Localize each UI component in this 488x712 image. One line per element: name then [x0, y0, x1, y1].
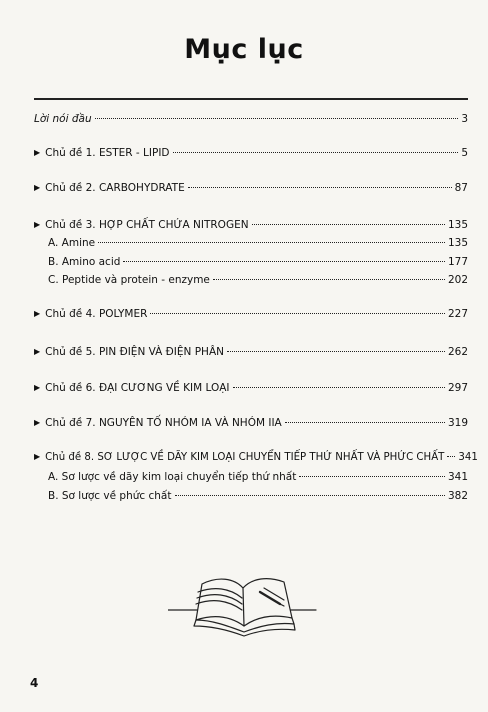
toc-entry-label: Chủ đề 8. SƠ LƯỢC VỀ DÃY KIM LOẠI CHUYỂN TIẾP THỨ NHẤT VÀ PHỨC CHẤT	[45, 452, 445, 463]
toc-entry-page: 135	[447, 237, 468, 249]
toc-entry-page: 87	[454, 182, 468, 194]
toc-entry-page: 262	[447, 346, 468, 358]
open-book-icon	[168, 570, 318, 640]
toc-entry-page: 382	[447, 490, 468, 502]
toc-entry-label: B. Sơ lược về phức chất	[48, 490, 172, 502]
toc-entry-topic-5[interactable]	[34, 345, 468, 360]
dot-leader	[123, 261, 445, 262]
toc-entry-page: 5	[461, 147, 468, 159]
toc-entry-page: 341	[447, 471, 468, 483]
toc-entry-label: Lời nói đầu	[34, 113, 92, 125]
dot-leader	[233, 387, 445, 388]
triangle-bullet-icon: ▶	[34, 220, 41, 229]
page-title: Mục lục	[184, 34, 304, 65]
triangle-bullet-icon: ▶	[34, 347, 41, 356]
triangle-bullet-icon: ▶	[34, 309, 41, 318]
toc-entry-label: A. Amine	[48, 237, 96, 249]
toc-entry-label: Chủ đề 2. CARBOHYDRATE	[45, 182, 185, 194]
toc-subentry-8a[interactable]	[34, 470, 468, 484]
toc-entry-label: B. Amino acid	[48, 256, 121, 268]
toc-entry-topic-7[interactable]	[34, 416, 468, 431]
toc-entry-label: A. Sơ lược về dãy kim loại chuyển tiếp thứ nhất	[48, 471, 297, 483]
triangle-bullet-icon: ▶	[34, 183, 41, 192]
toc-entry-label: Chủ đề 7. NGUYÊN TỐ NHÓM IA VÀ NHÓM IIA	[45, 417, 282, 429]
toc-entry-page: 341	[458, 452, 478, 463]
toc-entry-page: 297	[447, 382, 468, 394]
toc-entry-label: Chủ đề 3. HỢP CHẤT CHỨA NITROGEN	[45, 219, 249, 231]
triangle-bullet-icon: ▶	[34, 383, 41, 392]
toc-entry-topic-8[interactable]	[34, 451, 478, 465]
toc-entry-topic-1[interactable]	[34, 146, 468, 161]
toc-entry-topic-2[interactable]	[34, 181, 468, 196]
dot-leader	[285, 422, 445, 423]
toc-entry-topic-4[interactable]	[34, 307, 468, 322]
dot-leader	[173, 152, 459, 153]
triangle-bullet-icon: ▶	[34, 452, 41, 461]
toc-entry-page: 319	[447, 417, 468, 429]
toc-subentry-3b[interactable]	[34, 255, 468, 269]
dot-leader	[213, 279, 445, 280]
toc-entry-label: Chủ đề 4. POLYMER	[45, 308, 148, 320]
toc-entry-label: Chủ đề 6. ĐẠI CƯƠNG VỀ KIM LOẠI	[45, 382, 230, 394]
toc-entry-intro[interactable]	[34, 112, 468, 126]
dot-leader	[252, 224, 445, 225]
toc-entry-page: 227	[447, 308, 468, 320]
dot-leader	[188, 187, 452, 188]
dot-leader	[150, 313, 445, 314]
toc-entry-topic-6[interactable]	[34, 381, 468, 396]
toc-entry-page: 3	[461, 113, 468, 125]
toc-entry-page: 177	[447, 256, 468, 268]
toc-entry-label: Chủ đề 1. ESTER - LIPID	[45, 147, 170, 159]
triangle-bullet-icon: ▶	[34, 418, 41, 427]
toc-subentry-3c[interactable]	[34, 273, 468, 287]
triangle-bullet-icon: ▶	[34, 148, 41, 157]
dot-leader	[227, 351, 445, 352]
dot-leader	[447, 456, 455, 457]
page-number: 4	[30, 676, 39, 690]
toc-subentry-8b[interactable]	[34, 489, 468, 503]
toc-entry-topic-3[interactable]	[34, 218, 468, 233]
title-divider	[34, 98, 468, 100]
dot-leader	[95, 118, 459, 119]
toc-entry-page: 202	[447, 274, 468, 286]
toc-entry-page: 135	[447, 219, 468, 231]
toc-subentry-3a[interactable]	[34, 236, 468, 250]
toc-entry-label: Chủ đề 5. PIN ĐIỆN VÀ ĐIỆN PHÂN	[45, 346, 224, 358]
toc-entry-label: C. Peptide và protein - enzyme	[48, 274, 210, 286]
dot-leader	[175, 495, 445, 496]
dot-leader	[299, 476, 445, 477]
dot-leader	[98, 242, 445, 243]
